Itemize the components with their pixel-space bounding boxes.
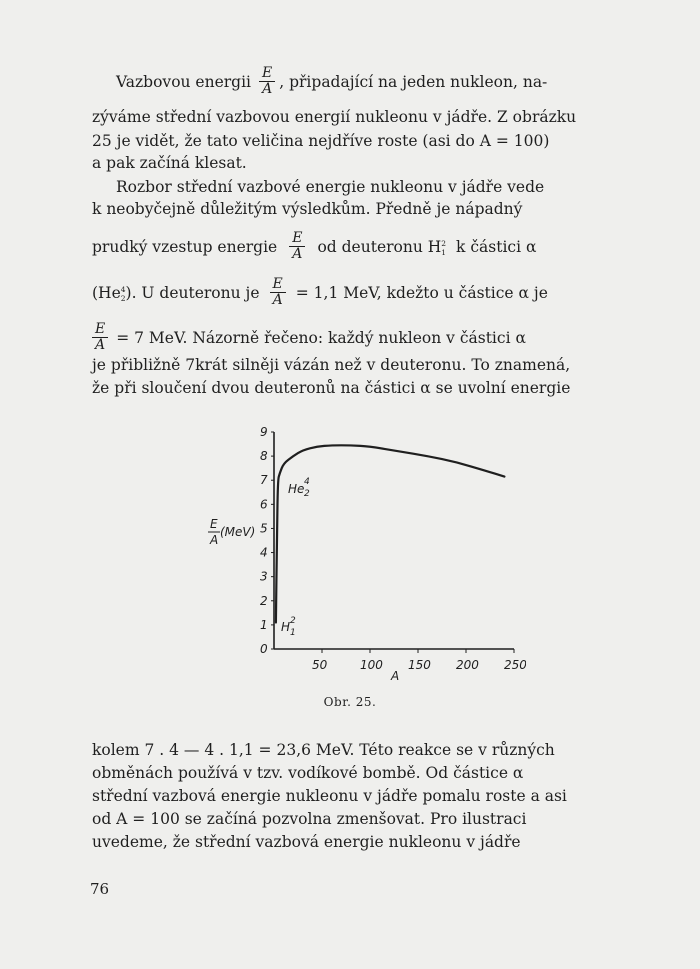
y-tick-label: 2 bbox=[260, 593, 268, 608]
x-tick-label: 250 bbox=[504, 658, 526, 672]
p3-line-1: kolem 7 . 4 — 4 . 1,1 = 23,6 MeV. Této reakce se v různých bbox=[92, 741, 555, 759]
svg-text:1: 1 bbox=[290, 628, 296, 638]
x-axis-label: A bbox=[391, 669, 400, 683]
p2-line-3: prudký vzestup energie $\frac{E}{A}$ od deuteronu H 2 1 k částici α bbox=[92, 230, 537, 262]
y-axis-label bbox=[208, 517, 255, 547]
svg-text:(MeV): (MeV) bbox=[220, 525, 256, 539]
p3-line-3: střední vazbová energie nukleonu v jádře pomalu roste a asi bbox=[92, 787, 567, 805]
p2-line-4: (He 4 2 ). U deuteronu je $\frac{E}{A}$ = 1,1 MeV, kdežto u částice α je bbox=[92, 276, 548, 308]
p2-line-6: je přibližně 7krát silněji vázán než v deuteronu. To znamená, bbox=[92, 356, 571, 374]
y-tick-label: 3 bbox=[260, 569, 268, 584]
svg-text:E: E bbox=[210, 517, 218, 531]
svg-text:H: H bbox=[281, 620, 291, 634]
p2-line-7: že při sloučení dvou deuteronů na částici α se uvolní energie bbox=[92, 379, 571, 397]
p2-line-5: $\frac{E}{A}$ = 7 MeV. Názorně řečeno: každý nukleon v částici α bbox=[92, 322, 634, 353]
p2-line-1: Rozbor střední vazbové energie nukleonu v jádře vede bbox=[116, 178, 545, 196]
svg-text:He: He bbox=[288, 482, 305, 496]
p1-line-1 bbox=[92, 66, 634, 97]
p3-line-2: obměnách používá v tzv. vodíkové bombě. Od částice α bbox=[92, 764, 524, 782]
x-ticks bbox=[312, 649, 526, 672]
page-number: 76 bbox=[90, 880, 110, 898]
p1-line-4: a pak začíná klesat. bbox=[92, 154, 247, 172]
svg-text:4: 4 bbox=[304, 477, 310, 487]
p3-line-4: od A = 100 se začíná pozvolna zmenšovat. Pro ilustraci bbox=[92, 810, 527, 828]
x-tick-label: 150 bbox=[408, 658, 431, 672]
y-tick-label: 7 bbox=[260, 473, 268, 488]
y-tick-label: 0 bbox=[260, 642, 268, 656]
figure-caption: Obr. 25. bbox=[323, 695, 377, 709]
y-tick-label: 6 bbox=[260, 497, 268, 512]
y-tick-label: 1 bbox=[260, 617, 268, 632]
p3-line-5: uvedeme, že střední vazbová energie nukleonu v jádře bbox=[92, 833, 521, 851]
svg-text:2: 2 bbox=[304, 489, 310, 499]
annotation-h2 bbox=[281, 616, 296, 638]
p1-line-3: 25 je vidět, že tato veličina nejdříve roste (asi do A = 100) bbox=[92, 132, 550, 150]
x-tick-label: 200 bbox=[456, 658, 479, 672]
annotation-he4 bbox=[288, 477, 310, 499]
y-tick-label: 5 bbox=[260, 521, 268, 536]
p2-line-2: k neobyčejně důležitým výsledkům. Předně je nápadný bbox=[92, 200, 523, 218]
fraction-e-over-a: $\frac{E}{A}$ bbox=[270, 277, 286, 308]
fraction-e-over-a: $\frac{E}{A}$ bbox=[289, 231, 305, 262]
p1-text: Vazbovou energii bbox=[116, 72, 252, 91]
chart-svg bbox=[196, 420, 526, 690]
x-tick-label: 50 bbox=[312, 658, 328, 672]
y-tick-label: 4 bbox=[260, 545, 268, 560]
binding-energy-curve bbox=[276, 445, 505, 622]
fraction-e-over-a: $\frac{E}{A}$ bbox=[92, 322, 108, 353]
p1-line-2: zýváme střední vazbovou energií nukleonu v jádře. Z obrázku bbox=[92, 108, 577, 126]
y-tick-label: 9 bbox=[260, 425, 268, 439]
x-tick-label: 100 bbox=[360, 658, 383, 672]
y-ticks bbox=[260, 425, 274, 656]
p1-text: , připadající na jeden nukleon, na- bbox=[279, 72, 548, 91]
svg-text:A: A bbox=[210, 533, 219, 547]
fraction-e-over-a: $\frac{E}{A}$ bbox=[259, 66, 275, 97]
binding-energy-chart bbox=[196, 420, 526, 690]
y-tick-label: 8 bbox=[260, 449, 268, 464]
svg-text:2: 2 bbox=[290, 616, 296, 626]
